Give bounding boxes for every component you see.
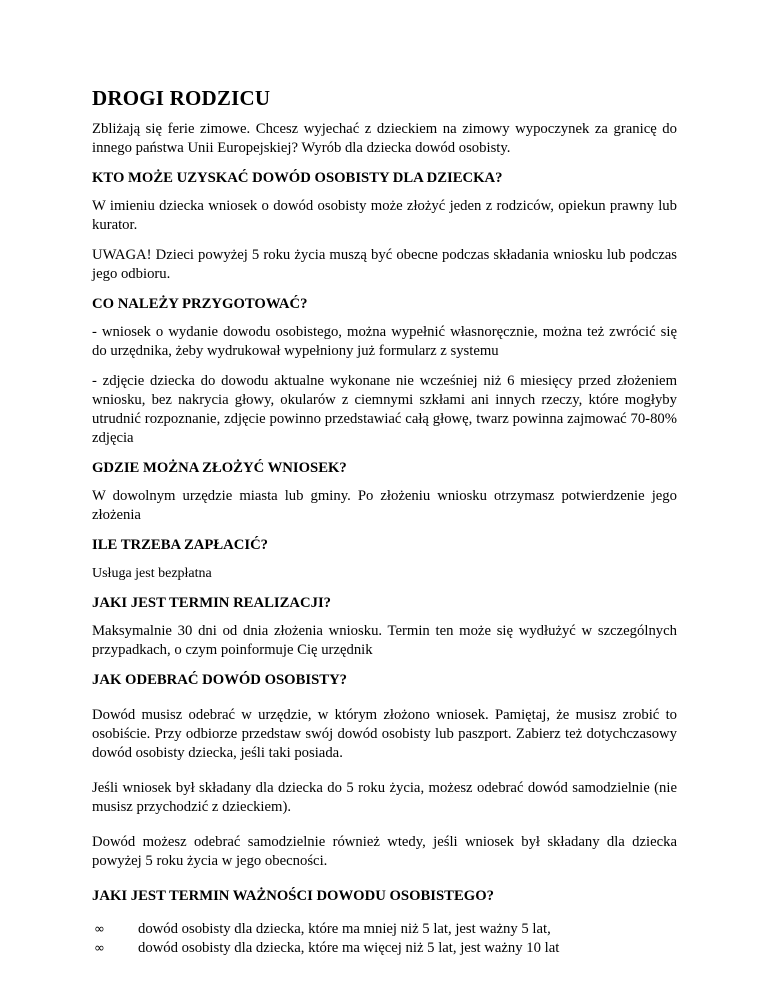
infinity-bullet-icon: ∞ [94,922,105,937]
list-item-text: dowód osobisty dla dziecka, które ma mniej niż 5 lat, jest ważny 5 lat, [138,921,551,937]
where-paragraph-1: W dowolnym urzędzie miasta lub gminy. Po złożeniu wniosku otrzymasz potwierdzenie jego złożenia [92,488,677,523]
infinity-bullet-icon: ∞ [94,941,105,956]
cost-paragraph-1: Usługa jest bezpłatna [92,566,212,581]
who-paragraph-1: W imieniu dziecka wniosek o dowód osobisty może złożyć jeden z rodziców, opiekun prawny lub kurator. [92,198,677,233]
validity-list [92,920,677,958]
section-heading-validity: JAKI JEST TERMIN WAŻNOŚCI DOWODU OSOBISTEGO? [92,888,494,904]
list-item [92,939,677,958]
page-title: DROGI RODZICU [92,86,271,110]
document-page [92,86,677,958]
section-heading-cost: ILE TRZEBA ZAPŁACIĆ? [92,537,269,553]
pickup-paragraph-1: Dowód musisz odebrać w urzędzie, w którym złożono wniosek. Pamiętaj, że musisz zrobić to osobiście. Przy odbiorze przedstaw swój dowód osobisty lub paszport. Zabierz też dotychczasowy dowód osobisty dziecka, jeśli taki posiada. [92,707,677,761]
section-heading-term: JAKI JEST TERMIN REALIZACJI? [92,595,332,611]
intro-paragraph: Zbliżają się ferie zimowe. Chcesz wyjechać z dzieckiem na zimowy wypoczynek za granicę do innego państwa Unii Europejskiej? Wyrób dla dziecka dowód osobisty. [92,121,677,156]
who-paragraph-2: UWAGA! Dzieci powyżej 5 roku życia muszą być obecne podczas składania wniosku lub podczas jego odbioru. [92,247,677,282]
section-heading-where: GDZIE MOŻNA ZŁOŻYĆ WNIOSEK? [92,460,347,476]
prepare-paragraph-2: - zdjęcie dziecka do dowodu aktualne wykonane nie wcześniej niż 6 miesięcy przed złożeniem wniosku, bez nakrycia głowy, okularów z ciemnymi szkłami ani innych rzeczy, które mogłyby utrudnić rozpoznanie, zdjęcie powinno przedstawiać całą głowę, twarz powinna zajmować 70-80% zdjęcia [92,373,677,446]
section-heading-pickup: JAK ODEBRAĆ DOWÓD OSOBISTY? [92,672,348,688]
pickup-paragraph-2: Jeśli wniosek był składany dla dziecka do 5 roku życia, możesz odebrać dowód samodzielnie (nie musisz przychodzić z dzieckiem). [92,780,677,815]
section-heading-prepare: CO NALEŻY PRZYGOTOWAĆ? [92,296,308,312]
list-item-text: dowód osobisty dla dziecka, które ma więcej niż 5 lat, jest ważny 10 lat [138,940,560,956]
list-item [92,920,677,939]
term-paragraph-1: Maksymalnie 30 dni od dnia złożenia wniosku. Termin ten może się wydłużyć w szczególnych przypadkach, o czym poinformuje Cię urzędnik [92,623,677,658]
prepare-paragraph-1: - wniosek o wydanie dowodu osobistego, można wypełnić własnoręcznie, można też zwrócić się do urzędnika, żeby wydrukował wypełniony już formularz z systemu [92,324,677,359]
pickup-paragraph-3: Dowód możesz odebrać samodzielnie również wtedy, jeśli wniosek był składany dla dziecka powyżej 5 roku życia w jego obecności. [92,834,677,869]
section-heading-who: KTO MOŻE UZYSKAĆ DOWÓD OSOBISTY DLA DZIECKA? [92,170,503,186]
